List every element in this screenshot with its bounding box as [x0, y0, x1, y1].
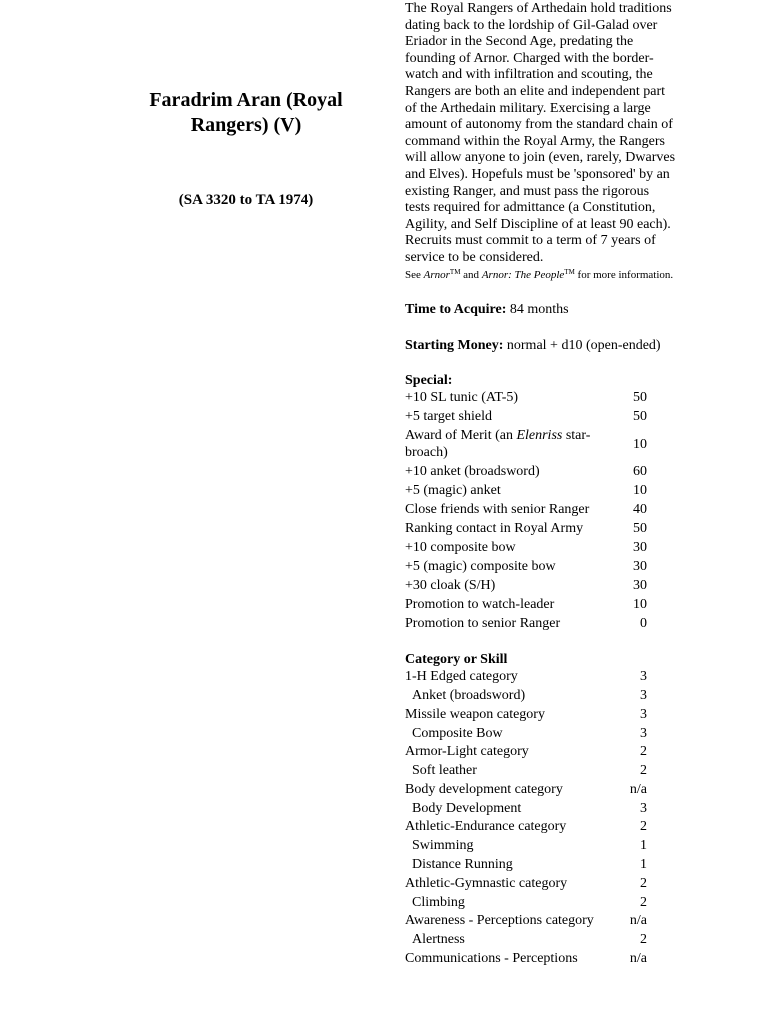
- note-and: and: [460, 268, 482, 281]
- special-item-name: Close friends with senior Ranger: [405, 501, 590, 517]
- skill-cost: 2: [640, 744, 647, 760]
- special-item-name: +5 (magic) anket: [405, 482, 501, 498]
- skill-name: 1-H Edged category: [405, 669, 518, 685]
- special-item-row: [405, 539, 647, 558]
- skill-cost: 2: [640, 875, 647, 891]
- special-item-row: [405, 463, 647, 482]
- note-book-arnor: Arnor: [423, 268, 450, 281]
- special-item-cost: 30: [633, 558, 647, 574]
- page-title: Faradrim Aran (Royal Rangers) (V): [149, 89, 343, 136]
- note-book-arnor-people: Arnor: The People: [481, 268, 565, 281]
- skill-cost: 3: [640, 687, 647, 703]
- special-item-row: [405, 427, 647, 463]
- intro-paragraph: The Royal Rangers of Arthedain hold traditions dating back to the lordship of Gil-Galad over Eriador in the Second Age, predating the founding of Arnor. Charged with the border-watch and with infiltration and scouting, the Rangers are both an elite and independent part of the Arthedain military. Exercising a large amount of autonomy from the standard chain of command within the Royal Army, the Rangers will allow anyone to join (even, rarely, Dwarves and Elves). Hopefuls must be 'sponsored' by an existing Ranger, and must pass the rigorous tests required for admittance (a Constitution, Agility, and Self Discipline of at least 90 each). Recruits must commit to a term of 7 years of service to be considered.: [405, 1, 676, 265]
- note-see: See: [405, 268, 424, 281]
- skill-cost: 3: [640, 725, 647, 741]
- special-item-name: Ranking contact in Royal Army: [405, 520, 584, 536]
- skill-name: Body Development: [412, 800, 522, 816]
- skill-row: [405, 706, 647, 725]
- special-item-name-italic: Elenriss: [516, 428, 563, 444]
- special-item-row: [405, 389, 647, 408]
- skill-name: Armor-Light category: [405, 744, 529, 760]
- skill-name: Missile weapon category: [405, 706, 545, 722]
- special-section: [405, 373, 677, 634]
- skill-row: [405, 781, 647, 800]
- special-item-name: Promotion to watch-leader: [405, 596, 555, 612]
- skill-row: [405, 875, 647, 894]
- skill-row: [405, 856, 647, 875]
- skill-row: [405, 931, 647, 950]
- skill-name: Anket (broadsword): [412, 687, 526, 703]
- note-tm-2: TM: [564, 267, 575, 276]
- special-item-name: +5 (magic) composite bow: [405, 558, 556, 574]
- skill-name: Body development category: [405, 781, 563, 797]
- skill-cost: 2: [640, 763, 647, 779]
- skill-name: Soft leather: [412, 763, 477, 779]
- starting-money-label: Starting Money:: [405, 338, 504, 354]
- main-column: [405, 1, 677, 969]
- reference-note: [405, 268, 677, 282]
- skill-cost: n/a: [629, 950, 647, 966]
- skill-cost: 2: [640, 819, 647, 835]
- note-end: for more information.: [574, 268, 674, 281]
- starting-money: [405, 338, 677, 355]
- special-item-row: [405, 596, 647, 615]
- skill-name: Alertness: [412, 932, 465, 948]
- special-heading: Special:: [405, 372, 453, 388]
- special-item-name: +10 composite bow: [405, 539, 516, 555]
- special-item-cost: 10: [633, 436, 647, 452]
- special-item-row: [405, 558, 647, 577]
- special-item-row: [405, 577, 647, 596]
- special-item-row: [405, 520, 647, 539]
- special-item-row: [405, 482, 647, 501]
- skill-name: Athletic-Endurance category: [405, 819, 567, 835]
- special-item-name-pre: Award of Merit (an: [405, 428, 517, 444]
- skill-name: Climbing: [412, 894, 465, 910]
- skill-name: Swimming: [412, 838, 474, 854]
- special-item-cost: 50: [633, 409, 647, 425]
- special-item-row: [405, 615, 647, 634]
- special-item-name: Promotion to senior Ranger: [405, 615, 561, 631]
- special-item-cost: 10: [633, 482, 647, 498]
- special-item-cost: 40: [633, 501, 647, 517]
- skill-cost: n/a: [629, 913, 647, 929]
- special-item-name: +30 cloak (S/H): [405, 577, 496, 593]
- starting-money-value: normal + d10 (open-ended): [503, 338, 661, 354]
- skill-row: [405, 724, 647, 743]
- date-range: (SA 3320 to TA 1974): [178, 192, 314, 208]
- skill-cost: 3: [640, 800, 647, 816]
- skill-name: Composite Bow: [412, 725, 503, 741]
- skill-row: [405, 800, 647, 819]
- skill-row: [405, 687, 647, 706]
- skill-cost: 1: [640, 838, 647, 854]
- skill-row: [405, 743, 647, 762]
- special-item-cost: 30: [633, 577, 647, 593]
- time-to-acquire-value: 84 months: [506, 301, 569, 317]
- skills-table: [405, 668, 647, 969]
- skill-row: [405, 912, 647, 931]
- skill-row: [405, 668, 647, 687]
- skill-row: [405, 818, 647, 837]
- skill-row: [405, 950, 647, 969]
- skills-section: [405, 652, 677, 969]
- skill-name: Distance Running: [412, 857, 513, 872]
- special-item-cost: 50: [633, 520, 647, 536]
- special-table: [405, 389, 647, 633]
- time-to-acquire-label: Time to Acquire:: [405, 301, 507, 317]
- skill-cost: 2: [640, 894, 647, 910]
- special-item-row: [405, 501, 647, 520]
- special-item-cost: 0: [640, 615, 647, 631]
- skill-cost: 3: [640, 669, 647, 685]
- skill-cost: n/a: [629, 781, 647, 797]
- skills-heading: Category or Skill: [405, 651, 508, 667]
- special-item-cost: 10: [633, 596, 647, 612]
- skill-cost: 3: [640, 706, 647, 722]
- skill-name: Awareness - Perceptions category: [405, 913, 594, 929]
- skill-cost: 1: [640, 857, 647, 872]
- special-item-row: [405, 408, 647, 427]
- special-item-cost: 30: [633, 539, 647, 555]
- skill-row: [405, 893, 647, 912]
- time-to-acquire: [405, 302, 677, 319]
- skill-name: Communications - Perceptions: [405, 950, 578, 966]
- skill-row: [405, 837, 647, 856]
- special-item-name: [405, 427, 607, 463]
- special-item-name: +10 anket (broadsword): [405, 463, 540, 479]
- skill-cost: 2: [640, 932, 647, 948]
- special-item-name: +10 SL tunic (AT-5): [405, 390, 519, 406]
- skill-name: Athletic-Gymnastic category: [405, 875, 568, 891]
- skill-row: [405, 762, 647, 781]
- special-item-cost: 60: [633, 463, 647, 479]
- special-item-name-post: star-broach): [405, 428, 591, 460]
- special-item-cost: 50: [633, 390, 647, 406]
- special-item-name: +5 target shield: [405, 409, 492, 425]
- note-tm-1: TM: [449, 267, 461, 276]
